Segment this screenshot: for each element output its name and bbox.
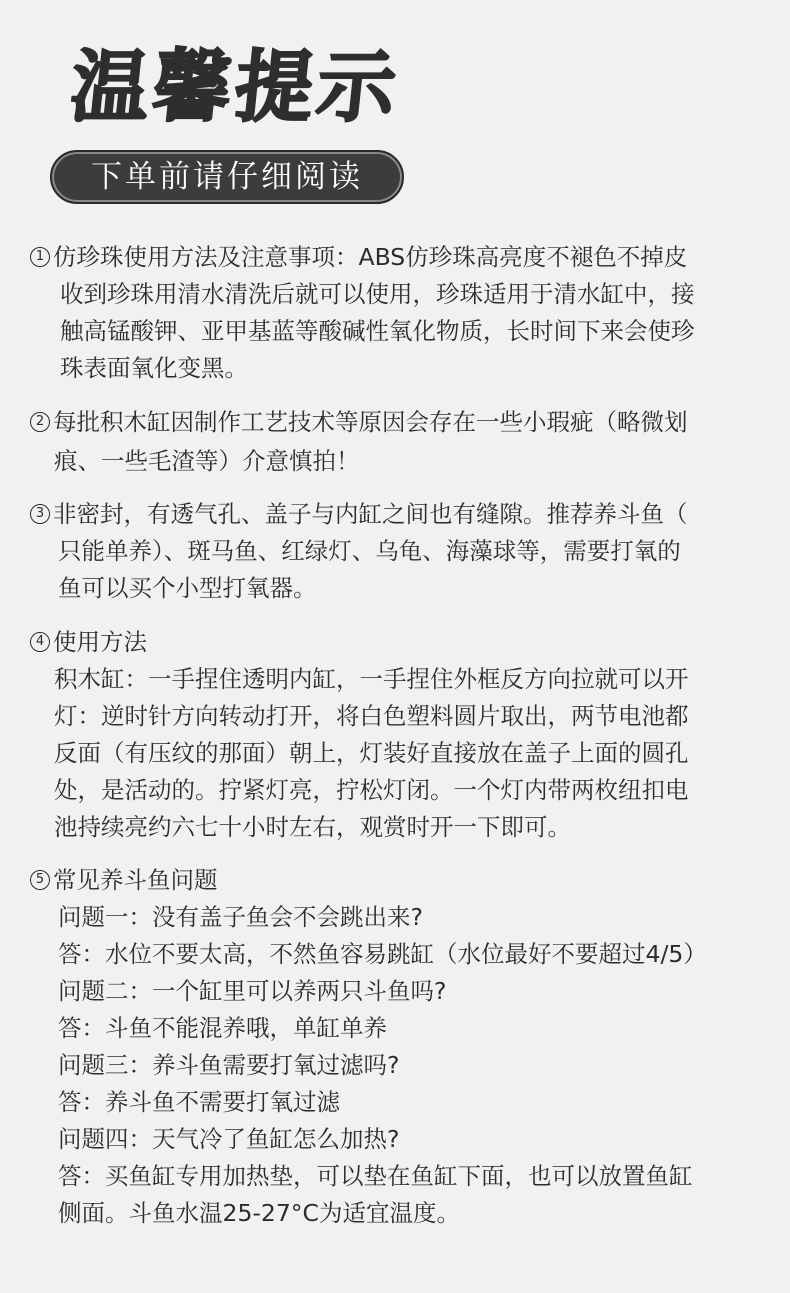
section-1-line-3: 触高锰酸钾、亚甲基蓝等酸碱性氧化物质，长时间下来会使珍	[60, 317, 695, 345]
section-1-line-1: 1 仿珍珠使用方法及注意事项：ABS仿珍珠高亮度不褪色不掉皮	[30, 239, 687, 276]
section-4-line-1: 积木缸：一手捏住透明内缸，一手捏住外框反方向拉就可以开	[54, 665, 689, 693]
circled-number-marker: 5	[30, 870, 50, 890]
section-4-line-2: 灯：逆时针方向转动打开，将白色塑料圆片取出，两节电池都	[54, 702, 689, 730]
faq-question-3: 问题三：养斗鱼需要打氧过滤吗?	[58, 1051, 400, 1079]
faq-question-4: 问题四：天气冷了鱼缸怎么加热?	[58, 1125, 400, 1153]
circled-number-marker: 4	[30, 632, 50, 652]
section-4-line-3: 反面（有压纹的那面）朝上，灯装好直接放在盖子上面的圆孔	[54, 739, 689, 767]
section-2-line-2: 痕、一些毛渣等）介意慎拍！	[54, 447, 360, 475]
circled-number-marker: 2	[30, 412, 50, 432]
subtitle-badge	[50, 150, 404, 204]
section-3-line-2: 只能单养）、斑马鱼、红绿灯、乌龟、海藻球等，需要打氧的	[58, 537, 681, 565]
circled-number-marker: 3	[30, 504, 50, 524]
section-1-line-4: 珠表面氧化变黑。	[60, 354, 248, 382]
page-title: 温馨提示	[66, 43, 405, 133]
section-2-line-1: 2 每批积木缸因制作工艺技术等原因会存在一些小瑕疵（略微划	[30, 404, 688, 441]
section-4-heading: 4 使用方法	[30, 624, 147, 661]
subtitle-text: 下单前请仔细阅读	[91, 158, 363, 195]
faq-question-1: 问题一：没有盖子鱼会不会跳出来?	[58, 903, 423, 931]
faq-answer-4: 答：买鱼缸专用加热垫，可以垫在鱼缸下面，也可以放置鱼缸	[58, 1162, 693, 1190]
section-5-heading: 5 常见养斗鱼问题	[30, 862, 218, 899]
section-3-line-3: 鱼可以买个小型打氧器。	[58, 574, 317, 602]
faq-answer-2: 答：斗鱼不能混养哦，单缸单养	[58, 1014, 387, 1042]
faq-answer-3: 答：养斗鱼不需要打氧过滤	[58, 1088, 340, 1116]
faq-question-2: 问题二：一个缸里可以养两只斗鱼吗?	[58, 977, 447, 1005]
section-4-line-4: 处，是活动的。拧紧灯亮，拧松灯闭。一个灯内带两枚纽扣电	[54, 776, 689, 804]
section-1-line-2: 收到珍珠用清水清洗后就可以使用，珍珠适用于清水缸中，接	[60, 280, 695, 308]
section-4-line-5: 池持续亮约六七十小时左右，观赏时开一下即可。	[54, 813, 571, 841]
faq-answer-1: 答：水位不要太高，不然鱼容易跳缸（水位最好不要超过4/5）	[58, 940, 707, 968]
circled-number-marker: 1	[30, 247, 50, 267]
section-3-line-1: 3 非密封，有透气孔、盖子与内缸之间也有缝隙。推荐养斗鱼（	[30, 496, 688, 533]
faq-answer-4-continued: 侧面。斗鱼水温25-27°C为适宜温度。	[58, 1199, 460, 1227]
